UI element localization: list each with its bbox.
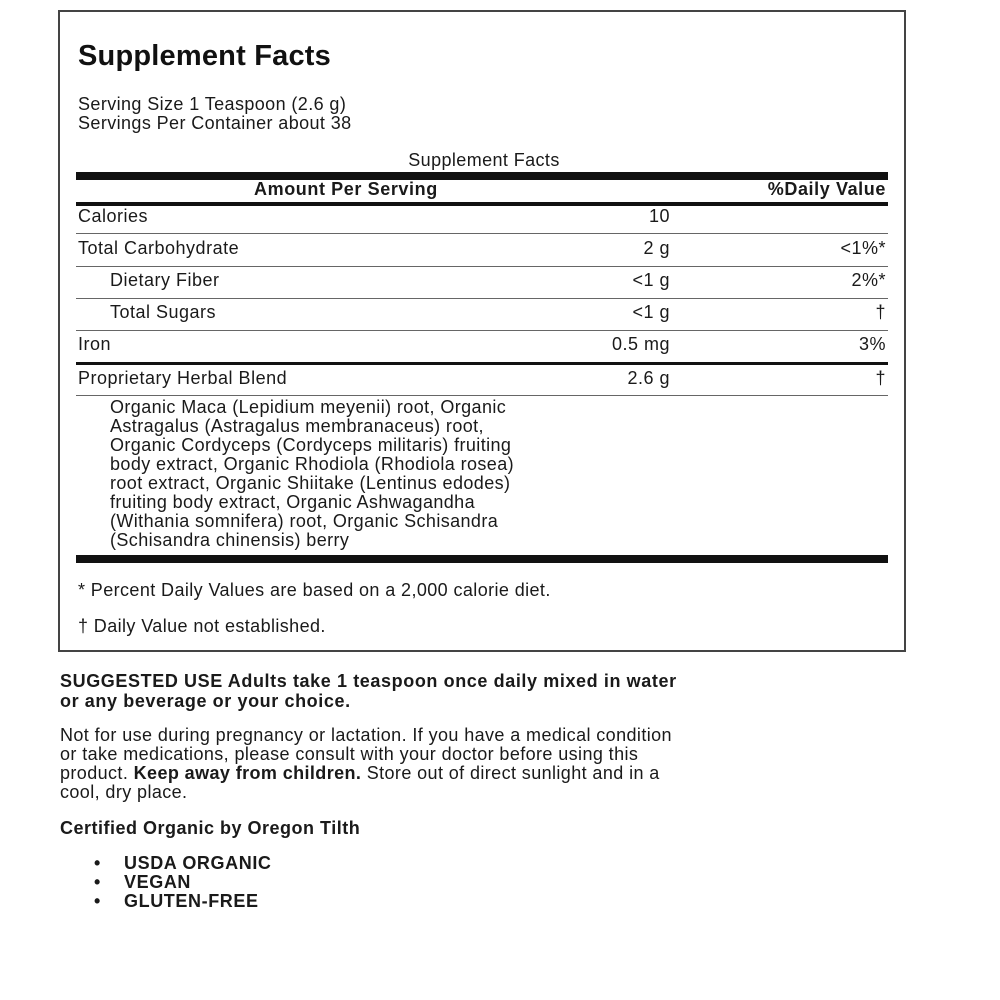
claim-item	[94, 854, 272, 873]
row-total-carbohydrate-label: Total Carbohydrate	[78, 238, 240, 258]
row-total-sugars-label: Total Sugars	[110, 302, 217, 322]
thick-rule-top	[76, 172, 888, 180]
warning-text-plain: Store out of direct sunlight and in a	[361, 763, 660, 783]
warning-line: or take medications, please consult with your doctor before using this	[60, 744, 639, 764]
footnote-dagger: † Daily Value not established.	[78, 616, 326, 636]
row-divider	[76, 266, 888, 267]
medium-rule	[76, 362, 888, 365]
blend-line: fruiting body extract, Organic Ashwagandha	[110, 492, 476, 512]
bullet-icon: •	[94, 853, 101, 873]
warning-text-plain: product.	[60, 763, 134, 783]
serving-size: Serving Size 1 Teaspoon (2.6 g)	[78, 94, 347, 114]
row-herbal-blend-dv: †	[875, 368, 886, 388]
panel-title: Supplement Facts	[78, 40, 331, 72]
row-herbal-blend-amount: 2.6 g	[627, 368, 670, 388]
warning-line: Not for use during pregnancy or lactation. If you have a medical condition	[60, 725, 672, 745]
row-calories-label: Calories	[78, 206, 149, 226]
product-claims-list	[94, 854, 272, 911]
bullet-icon: •	[94, 891, 101, 911]
suggested-use-line: SUGGESTED USE Adults take 1 teaspoon once daily mixed in water	[60, 671, 677, 691]
table-caption: Supplement Facts	[408, 150, 560, 170]
blend-line: Organic Maca (Lepidium meyenii) root, Organic	[110, 397, 507, 417]
claim-text: GLUTEN-FREE	[124, 891, 259, 911]
blend-line: (Withania somnifera) root, Organic Schisandra	[110, 511, 499, 531]
row-total-carbohydrate-dv: <1%*	[840, 238, 886, 258]
row-dietary-fiber-amount: <1 g	[632, 270, 670, 290]
row-dietary-fiber-label: Dietary Fiber	[110, 270, 220, 290]
claim-text: VEGAN	[124, 872, 192, 892]
daily-value-header: %Daily Value	[767, 179, 886, 199]
claim-text: USDA ORGANIC	[124, 853, 272, 873]
servings-per-container: Servings Per Container about 38	[78, 113, 352, 133]
keep-away-from-children: Keep away from children.	[133, 763, 362, 783]
blend-line: body extract, Organic Rhodiola (Rhodiola rosea)	[110, 454, 514, 474]
herbal-blend-ingredients	[110, 398, 710, 550]
row-herbal-blend-label: Proprietary Herbal Blend	[78, 368, 288, 388]
blend-line: root extract, Organic Shiitake (Lentinus edodes)	[110, 473, 511, 493]
footnote-percent-daily: * Percent Daily Values are based on a 2,000 calorie diet.	[78, 580, 551, 600]
row-divider	[76, 233, 888, 234]
bullet-icon: •	[94, 872, 101, 892]
blend-line: Organic Cordyceps (Cordyceps militaris) fruiting	[110, 435, 512, 455]
certified-organic: Certified Organic by Oregon Tilth	[60, 818, 361, 838]
row-iron-dv: 3%	[858, 334, 886, 354]
row-dietary-fiber-dv: 2%*	[851, 270, 886, 290]
row-iron-label: Iron	[78, 334, 112, 354]
row-total-carbohydrate-amount: 2 g	[643, 238, 670, 258]
warning-text	[60, 726, 910, 802]
supplement-facts-panel	[58, 10, 906, 652]
thick-rule-bottom	[76, 555, 888, 563]
row-divider	[76, 298, 888, 299]
serving-info	[78, 95, 352, 133]
amount-per-serving-header: Amount Per Serving	[254, 179, 438, 199]
warning-line	[60, 764, 910, 783]
row-total-sugars-dv: †	[875, 302, 886, 322]
row-iron-amount: 0.5 mg	[611, 334, 670, 354]
row-total-sugars-amount: <1 g	[632, 302, 670, 322]
suggested-use-line: or any beverage or your choice.	[60, 691, 351, 711]
row-calories-amount: 10	[648, 206, 670, 226]
row-divider	[76, 395, 888, 396]
warning-line: cool, dry place.	[60, 782, 188, 802]
claim-item	[94, 873, 272, 892]
header-rule	[76, 202, 888, 206]
blend-line: Astragalus (Astragalus membranaceus) root,	[110, 416, 484, 436]
claim-item	[94, 892, 272, 911]
row-divider	[76, 330, 888, 331]
suggested-use	[60, 671, 910, 711]
blend-line: (Schisandra chinensis) berry	[110, 530, 350, 550]
